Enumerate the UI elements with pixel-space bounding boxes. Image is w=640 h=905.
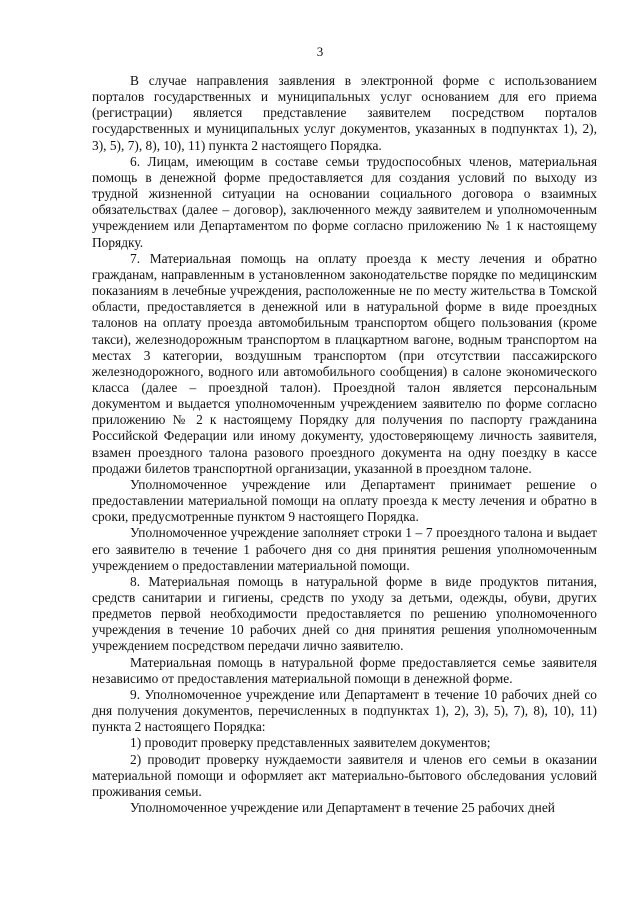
document-body bbox=[92, 73, 597, 816]
paragraph-subitem-2: 2) проводит проверку нуждаемости заявителя и членов его семьи в оказании материальной помощи и оформляет акт материально-бытового обследования условий проживания семьи. bbox=[92, 751, 597, 799]
paragraph-electronic-submission: В случае направления заявления в электронной форме с использованием порталов государственных и муниципальных услуг основанием для его приема (регистрации) является представление заявителем посредством порталов государственных и муниципальных услуг документов, указанных в подпунктах 1), 2), 3), 5), 7), 8), 10), 11) пункта 2 настоящего Порядка. bbox=[92, 73, 597, 153]
paragraph-item-8: 8. Материальная помощь в натуральной форме в виде продуктов питания, средств санитарии и гигиены, средств по уходу за детьми, одежды, обуви, других предметов первой необходимости предоставляется по решению уполномоченного учреждения в течение 10 рабочих дней со дня принятия решения уполномоченным учреждением посредством передачи лично заявителю. bbox=[92, 573, 597, 654]
paragraph-travel-decision: Уполномоченное учреждение или Департамент принимает решение о предоставлении материальной помощи на оплату проезда к месту лечения и обратно в сроки, предусмотренные пунктом 9 настоящего Порядка. bbox=[92, 476, 597, 525]
paragraph-in-kind-independent: Материальная помощь в натуральной форме предоставляется семье заявителя независимо от предоставления материальной помощи в денежной форме. bbox=[92, 654, 597, 686]
paragraph-item-6: 6. Лицам, имеющим в составе семьи трудоспособных членов, материальная помощь в денежной форме предоставляется для создания условий по выходу из трудной жизненной ситуации на основании социального договора о взаимных обязательствах (далее – договор), заключенного между заявителем и уполномоченным учреждением или Департаментом по форме согласно приложению № 1 к настоящему Порядку. bbox=[92, 153, 597, 250]
paragraph-subitem-1: 1) проводит проверку представленных заявителем документов; bbox=[130, 735, 491, 751]
page-number: 3 bbox=[316, 44, 324, 59]
paragraph-item-9: 9. Уполномоченное учреждение или Департамент в течение 10 рабочих дней со дня получения документов, перечисленных в подпунктах 1), 2), 3), 5), 7), 8), 10), 11) пункта 2 настоящего Порядка: bbox=[92, 686, 597, 735]
paragraph-item-7: 7. Материальная помощь на оплату проезда к месту лечения и обратно гражданам, направленным в установленном законодательстве порядке по медицинским показаниям в лечебные учреждения, расположенные не по месту жительства в Томской области, предоставляется в денежной или в натуральной форме в виде проездных талонов на оплату проезда автомобильным транспортом общего пользования (кроме такси), железнодорожным транспортом в плацкартном вагоне, водным транспортом на местах 3 категории, воздушным транспортом (при отсутствии пассажирского железнодорожного, водного или автомобильного сообщения) в салоне экономического класса (далее – проездной талон). Проездной талон является персональным документом и выдается уполномоченным учреждением заявителю по форме согласно приложению № 2 к настоящему Порядку для получения по паспорту гражданина Российской Федерации или иному документу, удостоверяющему личность заявителя, взамен проездного талона разового проездного документа на одну поездку в кассе продажи билетов транспортной организации, указанной в проездном талоне. bbox=[92, 250, 597, 476]
paragraph-continuation: Уполномоченное учреждение или Департамент в течение 25 рабочих дней bbox=[130, 800, 555, 816]
paragraph-ticket-issuance: Уполномоченное учреждение заполняет строки 1 – 7 проездного талона и выдает его заявителю в течение 1 рабочего дня со дня принятия решения уполномоченным учреждением о предоставлении материальной помощи. bbox=[92, 525, 597, 573]
